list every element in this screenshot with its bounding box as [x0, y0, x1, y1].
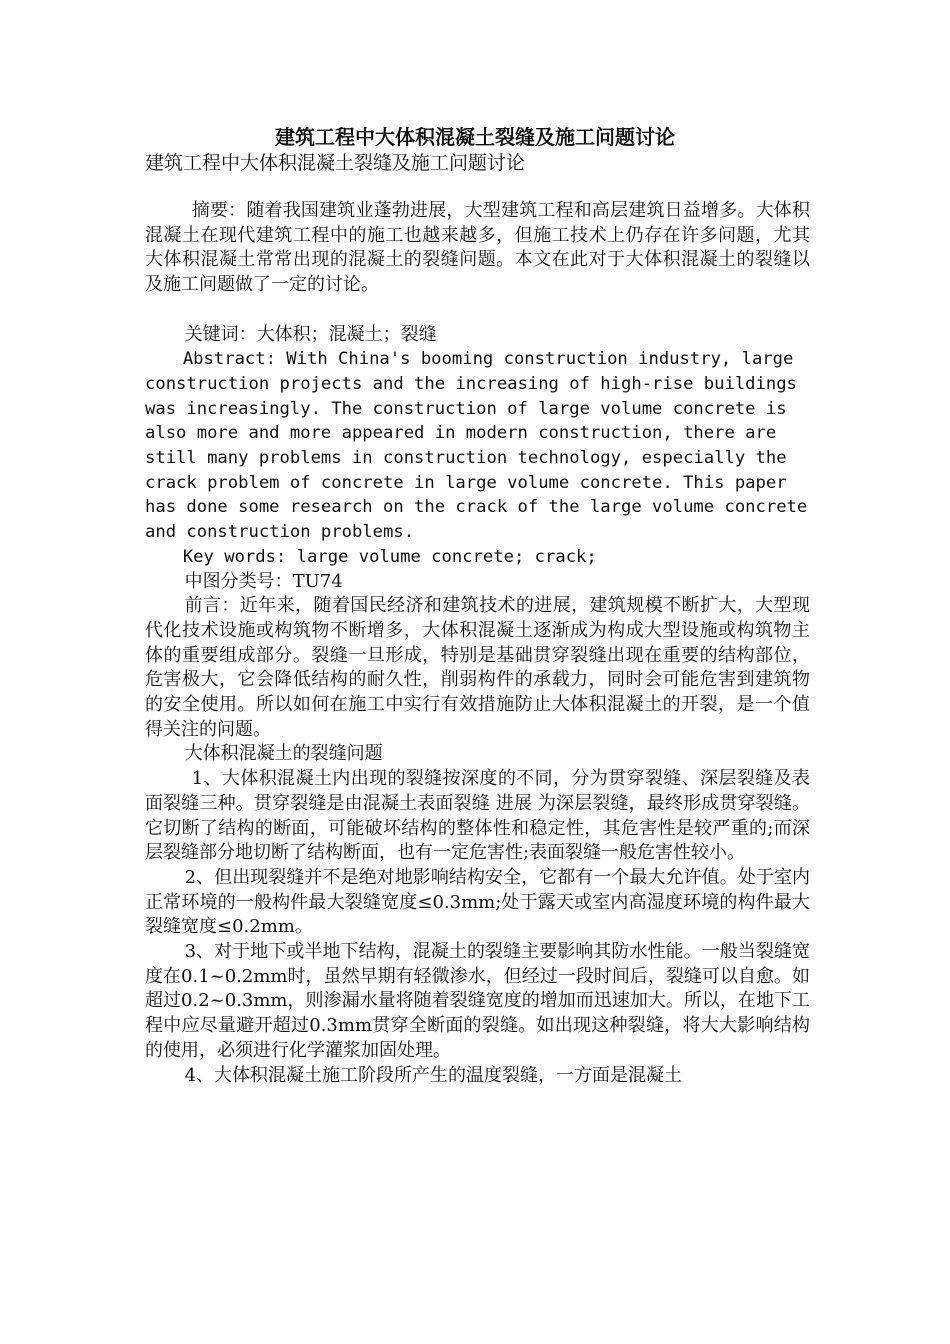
document-subtitle: 建筑工程中大体积混凝土裂缝及施工问题讨论 [145, 152, 526, 174]
paragraph-3: 3、对于地下或半地下结构，混凝土的裂缝主要影响其防水性能。一般当裂缝宽度在0.1~0.2mm时，虽然早期有轻微渗水，但经过一段时间后，裂缝可以自愈。如超过0.2~0.3mm，则渗漏水量将随着裂缝宽度的增加而迅速加大。所以，在地下工程中应尽量避开超过0.3mm贯穿全断面的裂缝。如出现这种裂缝，将大大影响结构的使用，必须进行化学灌浆加固处理。 [145, 941, 810, 1061]
section-heading: 大体积混凝土的裂缝问题 [184, 743, 383, 765]
paragraph-1: 1、大体积混凝土内出现的裂缝按深度的不同，分为贯穿裂缝、深层裂缝及表面裂缝三种。贯穿裂缝是由混凝土表面裂缝 进展 为深层裂缝，最终形成贯穿裂缝。它切断了结构的断面，可能破坏结构的整体性和稳定性，其危害性是较严重的;而深层裂缝部分地切断了结构断面，也有一定危害性;表面裂缝一般危害性较小。 [145, 768, 810, 864]
paragraph-4: 4、大体积混凝土施工阶段所产生的温度裂缝，一方面是混凝土 [184, 1064, 683, 1086]
classification: 中图分类号：TU74 [184, 570, 343, 592]
document-body [145, 199, 810, 1088]
paragraph-2: 2、但出现裂缝并不是绝对地影响结构安全，它都有一个最大允许值。处于室内正常环境的一般构件最大裂缝宽度≤0.3mm;处于露天或室内高湿度环境的构件最大裂缝宽度≤0.2mm。 [145, 866, 810, 938]
abstract-en: Abstract: With China's booming construction industry, large construction projects and the increasing of high-rise buildings was increasingly. The construction of large volume concrete is also more and more appeared in modern construction, there are still many problems in construction technology, especially the crack problem of concrete in large volume concrete. This paper has done some research on the crack of the large volume concrete and construction problems. [145, 349, 808, 543]
abstract-cn: 摘要：随着我国建筑业蓬勃进展，大型建筑工程和高层建筑日益增多。大体积混凝土在现代建筑工程中的施工也越来越多，但施工技术上仍存在许多问题，尤其大体积混凝土常常出现的混凝土的裂缝问题。本文在此对于大体积混凝土的裂缝以及施工问题做了一定的讨论。 [145, 200, 810, 296]
document-title: 建筑工程中大体积混凝土裂缝及施工问题讨论 [275, 125, 675, 149]
keywords-en: Key words: large volume concrete; crack; [182, 546, 597, 567]
keywords-cn: 关键词：大体积；混凝土；裂缝 [184, 323, 437, 345]
preface: 前言：近年来，随着国民经济和建筑技术的进展，建筑规模不断扩大，大型现代化技术设施或构筑物不断增多，大体积混凝土逐渐成为构成大型设施或构筑物主体的重要组成部分。裂缝一旦形成，特别是基础贯穿裂缝出现在重要的结构部位，危害极大，它会降低结构的耐久性，削弱构件的承载力，同时会可能危害到建筑物的安全使用。所以如何在施工中实行有效措施防止大体积混凝土的开裂，是一个值得关注的问题。 [145, 595, 810, 740]
spacer [145, 298, 810, 323]
